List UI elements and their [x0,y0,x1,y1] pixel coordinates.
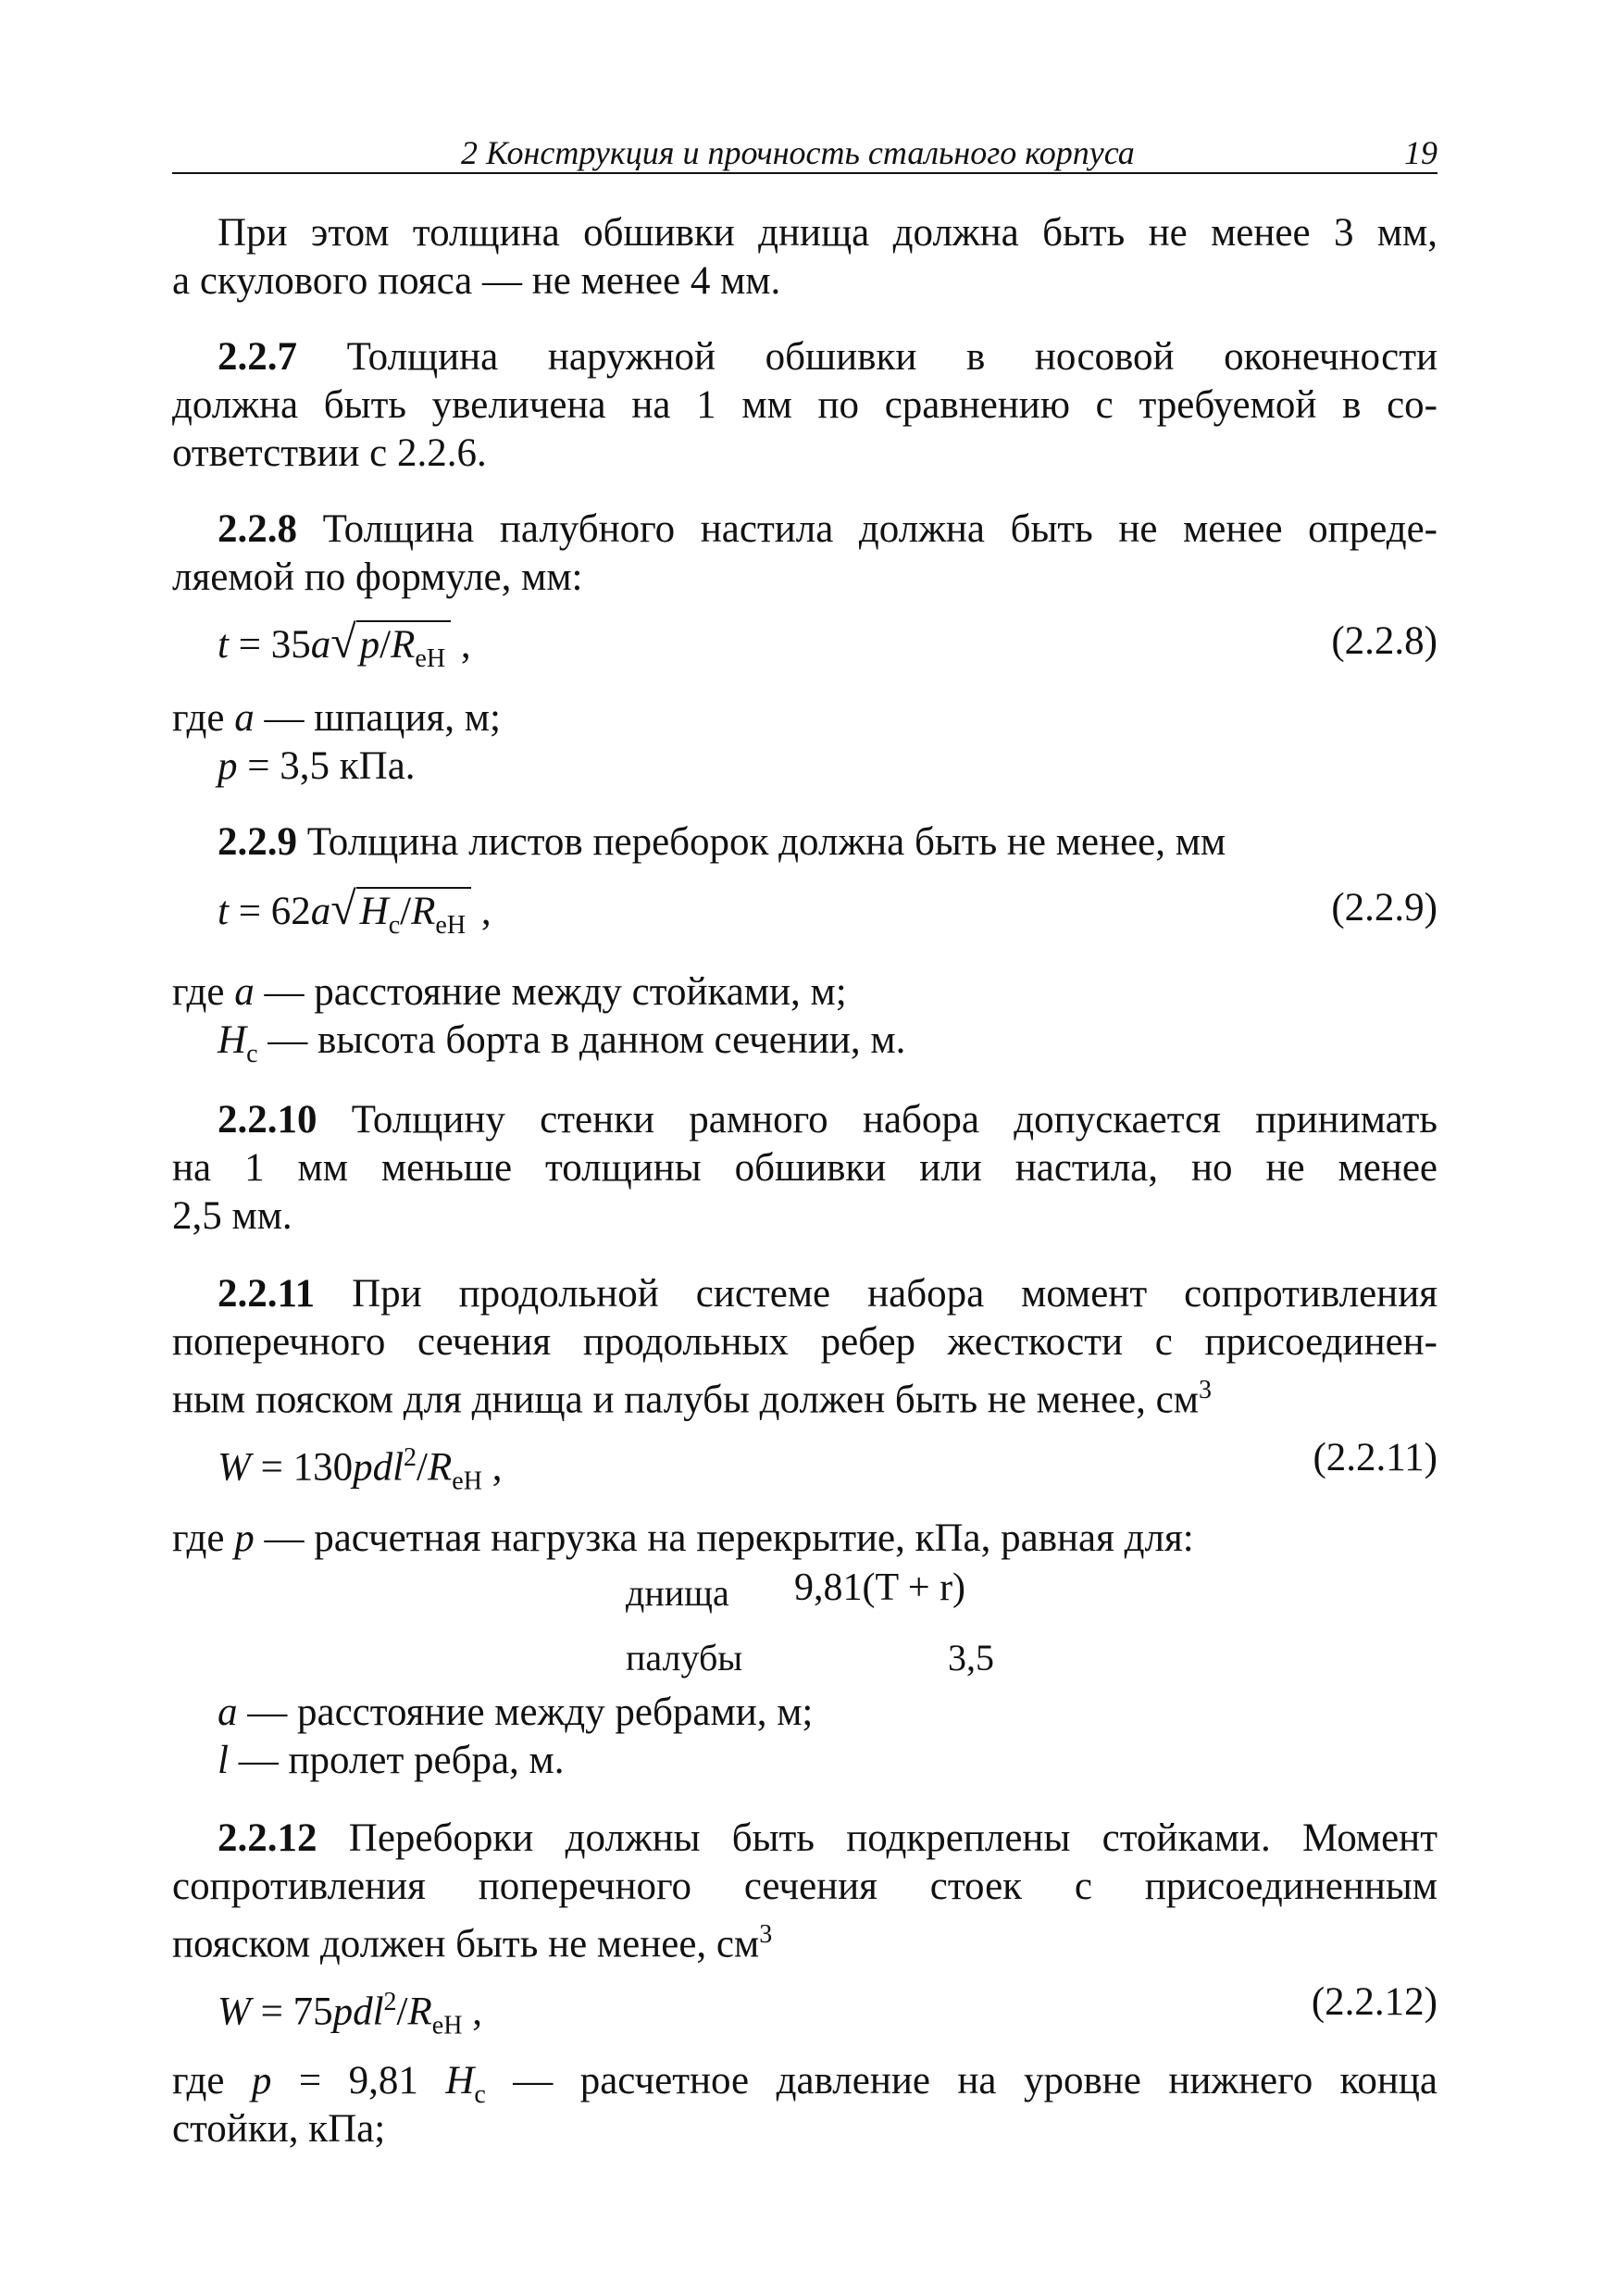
section-2-2-11: 2.2.11 При продольной системе набора момент сопротивления [218,1272,1438,1316]
where-line: $H_c$ — высота борта в данном сечении, м. [218,1018,906,1068]
section-2-2-9: 2.2.9 Толщина листов переборок должна быть не менее, мм [218,820,1226,864]
where-line: p = 3,5 кПа. [218,744,416,788]
load-label: днища [626,1572,729,1614]
section-2-2-10: 2.2.10 Толщину стенки рамного набора допускается принимать [218,1098,1438,1142]
header-title: 2 Конструкция и прочность стального корпуса [461,134,1135,171]
formula: $W = 130pdl^2/R_{eH}$ , [218,1443,503,1496]
paragraph-line: ным пояском для днища и палубы должен быть не менее, $см^3$ [172,1376,1212,1422]
where-line: где a — расстояние между стойками, м; [172,970,847,1014]
paragraph-line: должна быть увеличена на 1 мм по сравнению с требуемой в со- [172,383,1438,427]
sqrt-symbol: √ [330,882,356,934]
paragraph-line: ответствии с 2.2.6. [172,431,487,475]
equation-number: (2.2.12) [1311,1980,1438,2024]
paragraph-line: на 1 мм меньше толщины обшивки или настила, но не менее [172,1146,1438,1190]
clause-number: 2.2.9 [218,820,297,864]
paragraph-line: а скулового пояса — не менее 4 мм. [172,259,781,303]
where-line: где p — расчетная нагрузка на перекрытие, кПа, равная для: [172,1516,1194,1560]
paragraph-line: сопротивления поперечного сечения стоек с присоединенным [172,1865,1438,1908]
formula: $t = 62a√H_c/R_{eH}$ , [218,876,492,949]
running-header [172,128,1438,174]
formula: $W = 75pdl^2/R_{eH}$ , [218,1988,482,2040]
where-line: где p = 9,81 $H_c$ — расчетное давление на уровне нижнего конца [172,2059,1438,2109]
section-2-2-7: 2.2.7 Толщина наружной обшивки в носовой оконечности [218,335,1438,379]
clause-number: 2.2.10 [218,1098,317,1142]
where-line: l — пролет ребра, м. [218,1739,565,1782]
paragraph-line: При этом толщина обшивки днища должна быть не менее 3 мм, [218,211,1438,255]
section-2-2-8: 2.2.8 Толщина палубного настила должна быть не менее опреде- [218,507,1438,551]
where-line: a — расстояние между ребрами, м; [218,1691,814,1734]
equation-2-2-8 [172,609,1438,674]
equation-2-2-12 [172,1970,1438,2040]
equation-number: (2.2.11) [1313,1436,1438,1479]
section-2-2-12: 2.2.12 Переборки должны быть подкреплены стойками. Момент [218,1816,1438,1860]
equation-2-2-11 [172,1426,1438,1496]
paragraph-line: поперечного сечения продольных ребер жесткости с присоединен- [172,1320,1438,1364]
clause-number: 2.2.12 [218,1816,317,1860]
clause-number: 2.2.7 [218,335,297,379]
paragraph-line: 2,5 мм. [172,1194,292,1238]
paragraph-line: пояском должен быть не менее, $см^3$ [172,1920,773,1966]
clause-number: 2.2.11 [218,1272,316,1316]
sqrt-symbol: √ [330,616,356,668]
load-value: 9,81(T + r) [794,1566,966,1609]
load-value: 3,5 [948,1637,994,1678]
where-line: где a — шпация, м; [172,696,501,740]
page-number: 19 [1404,134,1438,171]
paragraph-line: стойки, кПа; [172,2107,386,2151]
paragraph-line: ляемой по формуле, мм: [172,555,583,599]
equation-number: (2.2.9) [1331,886,1438,930]
clause-number: 2.2.8 [218,507,297,551]
equation-2-2-9 [172,876,1438,941]
equation-number: (2.2.8) [1331,619,1438,663]
formula: $t = 35a√p/R_{eH}$ , [218,609,471,682]
load-label: палубы [626,1637,743,1678]
